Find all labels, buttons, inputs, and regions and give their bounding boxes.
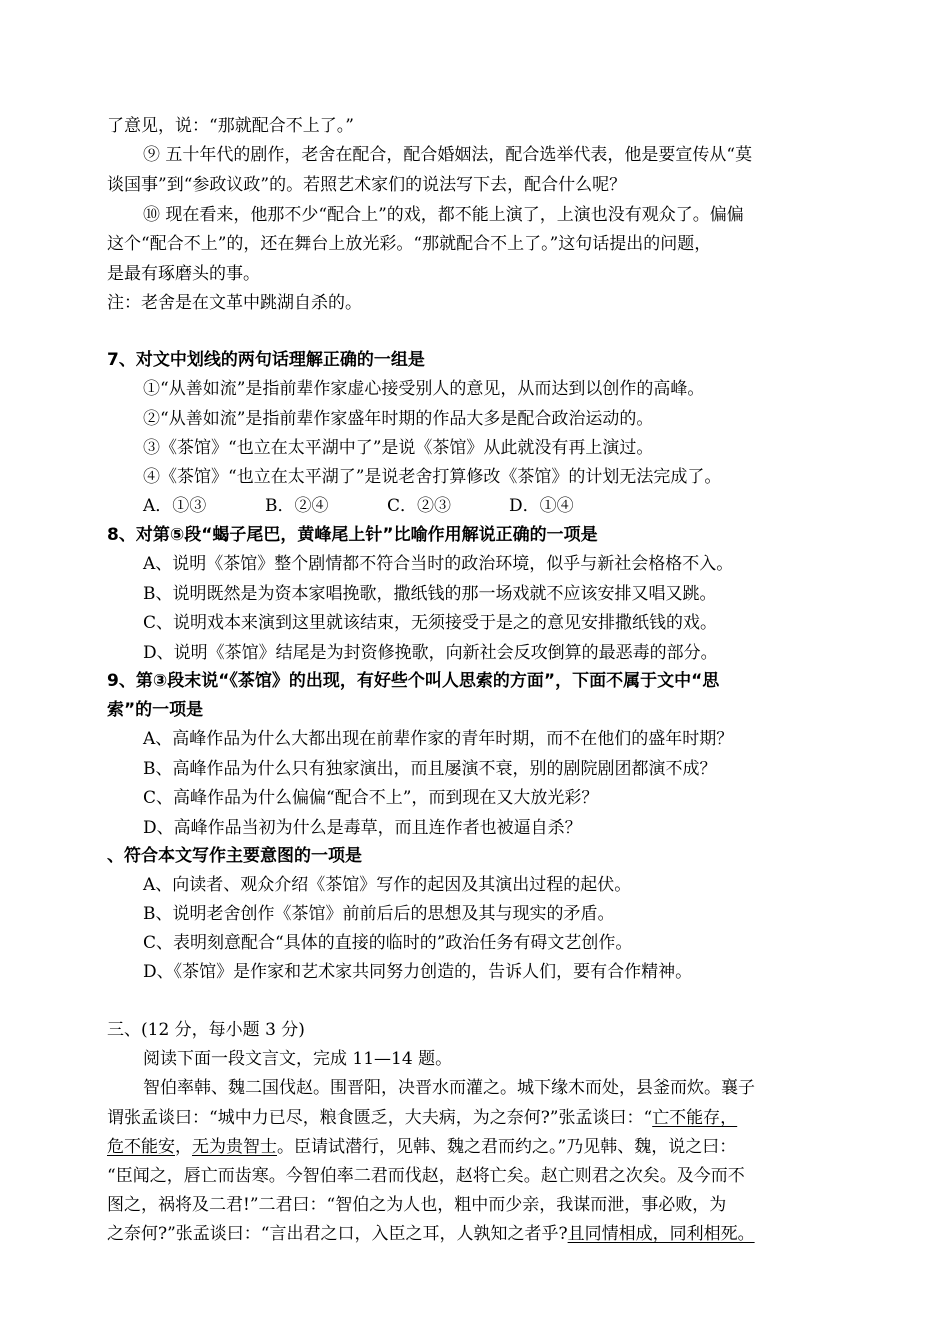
classical-text-line-3 bbox=[107, 1137, 867, 1157]
classical-text-line-2 bbox=[107, 1108, 867, 1128]
text-run: 谓张孟谈曰：“城中力已尽，粮食匮乏，大夫病，为之奈何?”张孟谈曰：“ bbox=[107, 1108, 653, 1128]
passage-line: 了意见，说：“那就配合不上了。” bbox=[107, 116, 354, 136]
text-run: 之奈何?”张孟谈曰：“言出君之口，入臣之耳，人孰知之者乎? bbox=[107, 1224, 568, 1244]
classical-text-line-6 bbox=[107, 1224, 867, 1244]
question-8-option-a: A、说明《茶馆》整个剧情都不符合当时的政治环境，似乎与新社会格格不入。 bbox=[143, 554, 734, 574]
section-3-heading: 三、(12 分，每小题 3 分) bbox=[107, 1020, 305, 1040]
question-7-item-1: ①“从善如流”是指前辈作家虚心接受别人的意见，从而达到以创作的高峰。 bbox=[143, 379, 705, 399]
section-3-instruction: 阅读下面一段文言文，完成 11—14 题。 bbox=[143, 1049, 453, 1069]
paragraph-9-line-1: ⑨ 五十年代的剧作，老舍在配合，配合婚姻法，配合选举代表，他是要宣传从“莫 bbox=[143, 145, 753, 165]
text-run: ， bbox=[175, 1137, 192, 1157]
question-10-option-a: A、向读者、观众介绍《茶馆》写作的起因及其演出过程的起伏。 bbox=[143, 875, 632, 895]
question-8-option-b: B、说明既然是为资本家唱挽歌，撒纸钱的那一场戏就不应该安排又唱又跳。 bbox=[143, 584, 717, 604]
question-7-option-d: D．①④ bbox=[509, 496, 574, 516]
question-10-option-b: B、说明老舍创作《茶馆》前前后后的思想及其与现实的矛盾。 bbox=[143, 904, 615, 924]
question-9-option-b: B、高峰作品为什么只有独家演出，而且屡演不衰，别的剧院剧团都演不成？ bbox=[143, 759, 717, 779]
paragraph-10-line-2: 这个“配合不上”的，还在舞台上放光彩。“那就配合不上了。”这句话提出的问题， bbox=[107, 234, 712, 254]
underlined-phrase: 无为贵智士 bbox=[192, 1137, 277, 1157]
underlined-phrase: 危不能安 bbox=[107, 1137, 175, 1157]
question-8-option-c: C、说明戏本来演到这里就该结束，无须接受于是之的意见安排撒纸钱的戏。 bbox=[143, 613, 718, 633]
question-9-option-d: D、高峰作品当初为什么是毒草，而且连作者也被逼自杀？ bbox=[143, 818, 582, 838]
question-7-item-4: ④《茶馆》“也立在太平湖了”是说老舍打算修改《茶馆》的计划无法完成了。 bbox=[143, 467, 722, 487]
classical-text-line-4: “臣闻之，唇亡而齿寒。今智伯率二君而伐赵，赵将亡矣。赵亡则君之次矣。及今而不 bbox=[107, 1166, 745, 1186]
underlined-phrase: 亡不能存， bbox=[652, 1108, 738, 1128]
question-8-stem: 8、对第⑤段“蝎子尾巴，黄峰尾上针”比喻作用解说正确的一项是 bbox=[107, 525, 598, 545]
question-9-stem-line-1: 9、第③段末说“《茶馆》的出现，有好些个叫人思索的方面”，下面不属于文中“思 bbox=[107, 671, 720, 691]
question-7-option-c: C．②③ bbox=[387, 496, 452, 516]
paragraph-10-line-1: ⑩ 现在看来，他那不少“配合上”的戏，都不能上演了，上演也没有观众了。偏偏 bbox=[143, 205, 744, 225]
question-10-stem: 、符合本文写作主要意图的一项是 bbox=[107, 846, 362, 866]
question-9-option-a: A、高峰作品为什么大都出现在前辈作家的青年时期，而不在他们的盛年时期？ bbox=[143, 729, 734, 749]
question-9-option-c: C、高峰作品为什么偏偏“配合不上”，而到现在又大放光彩？ bbox=[143, 788, 599, 808]
question-9-stem-line-2: 索”的一项是 bbox=[107, 700, 204, 720]
question-7-option-a: A．①③ bbox=[143, 496, 207, 516]
text-run: 。臣请试潜行，见韩、魏之君而约之。”乃见韩、魏，说之曰： bbox=[277, 1137, 737, 1157]
classical-text-line-5: 图之，祸将及二君!”二君曰：“智伯之为人也，粗中而少亲，我谋而泄，事必败，为 bbox=[107, 1195, 727, 1215]
question-10-option-d: D、《茶馆》是作家和艺术家共同努力创造的，告诉人们，要有合作精神。 bbox=[143, 962, 693, 982]
footnote: 注：老舍是在文革中跳湖自杀的。 bbox=[107, 293, 362, 313]
question-8-option-d: D、说明《茶馆》结尾是为封资修挽歌，向新社会反攻倒算的最恶毒的部分。 bbox=[143, 643, 718, 663]
question-7-stem: 7、对文中划线的两句话理解正确的一组是 bbox=[107, 350, 425, 370]
question-7-options bbox=[143, 496, 631, 516]
question-7-item-2: ②“从善如流”是指前辈作家盛年时期的作品大多是配合政治运动的。 bbox=[143, 409, 654, 429]
question-7-option-b: B．②④ bbox=[265, 496, 329, 516]
question-7-item-3: ③《茶馆》“也立在太平湖中了”是说《茶馆》从此就没有再上演过。 bbox=[143, 438, 654, 458]
underlined-phrase: 且同情相成，同利相死。 bbox=[567, 1224, 755, 1244]
paragraph-10-line-3: 是最有琢磨头的事。 bbox=[107, 264, 260, 284]
classical-text-line-1: 智伯率韩、魏二国伐赵。围晋阳，决晋水而灌之。城下缘木而处，县釜而炊。襄子 bbox=[143, 1078, 755, 1098]
question-10-option-c: C、表明刻意配合“具体的直接的临时的”政治任务有碍文艺创作。 bbox=[143, 933, 633, 953]
paragraph-9-line-2: 谈国事”到“参政议政”的。若照艺术家们的说法写下去，配合什么呢？ bbox=[107, 175, 627, 195]
